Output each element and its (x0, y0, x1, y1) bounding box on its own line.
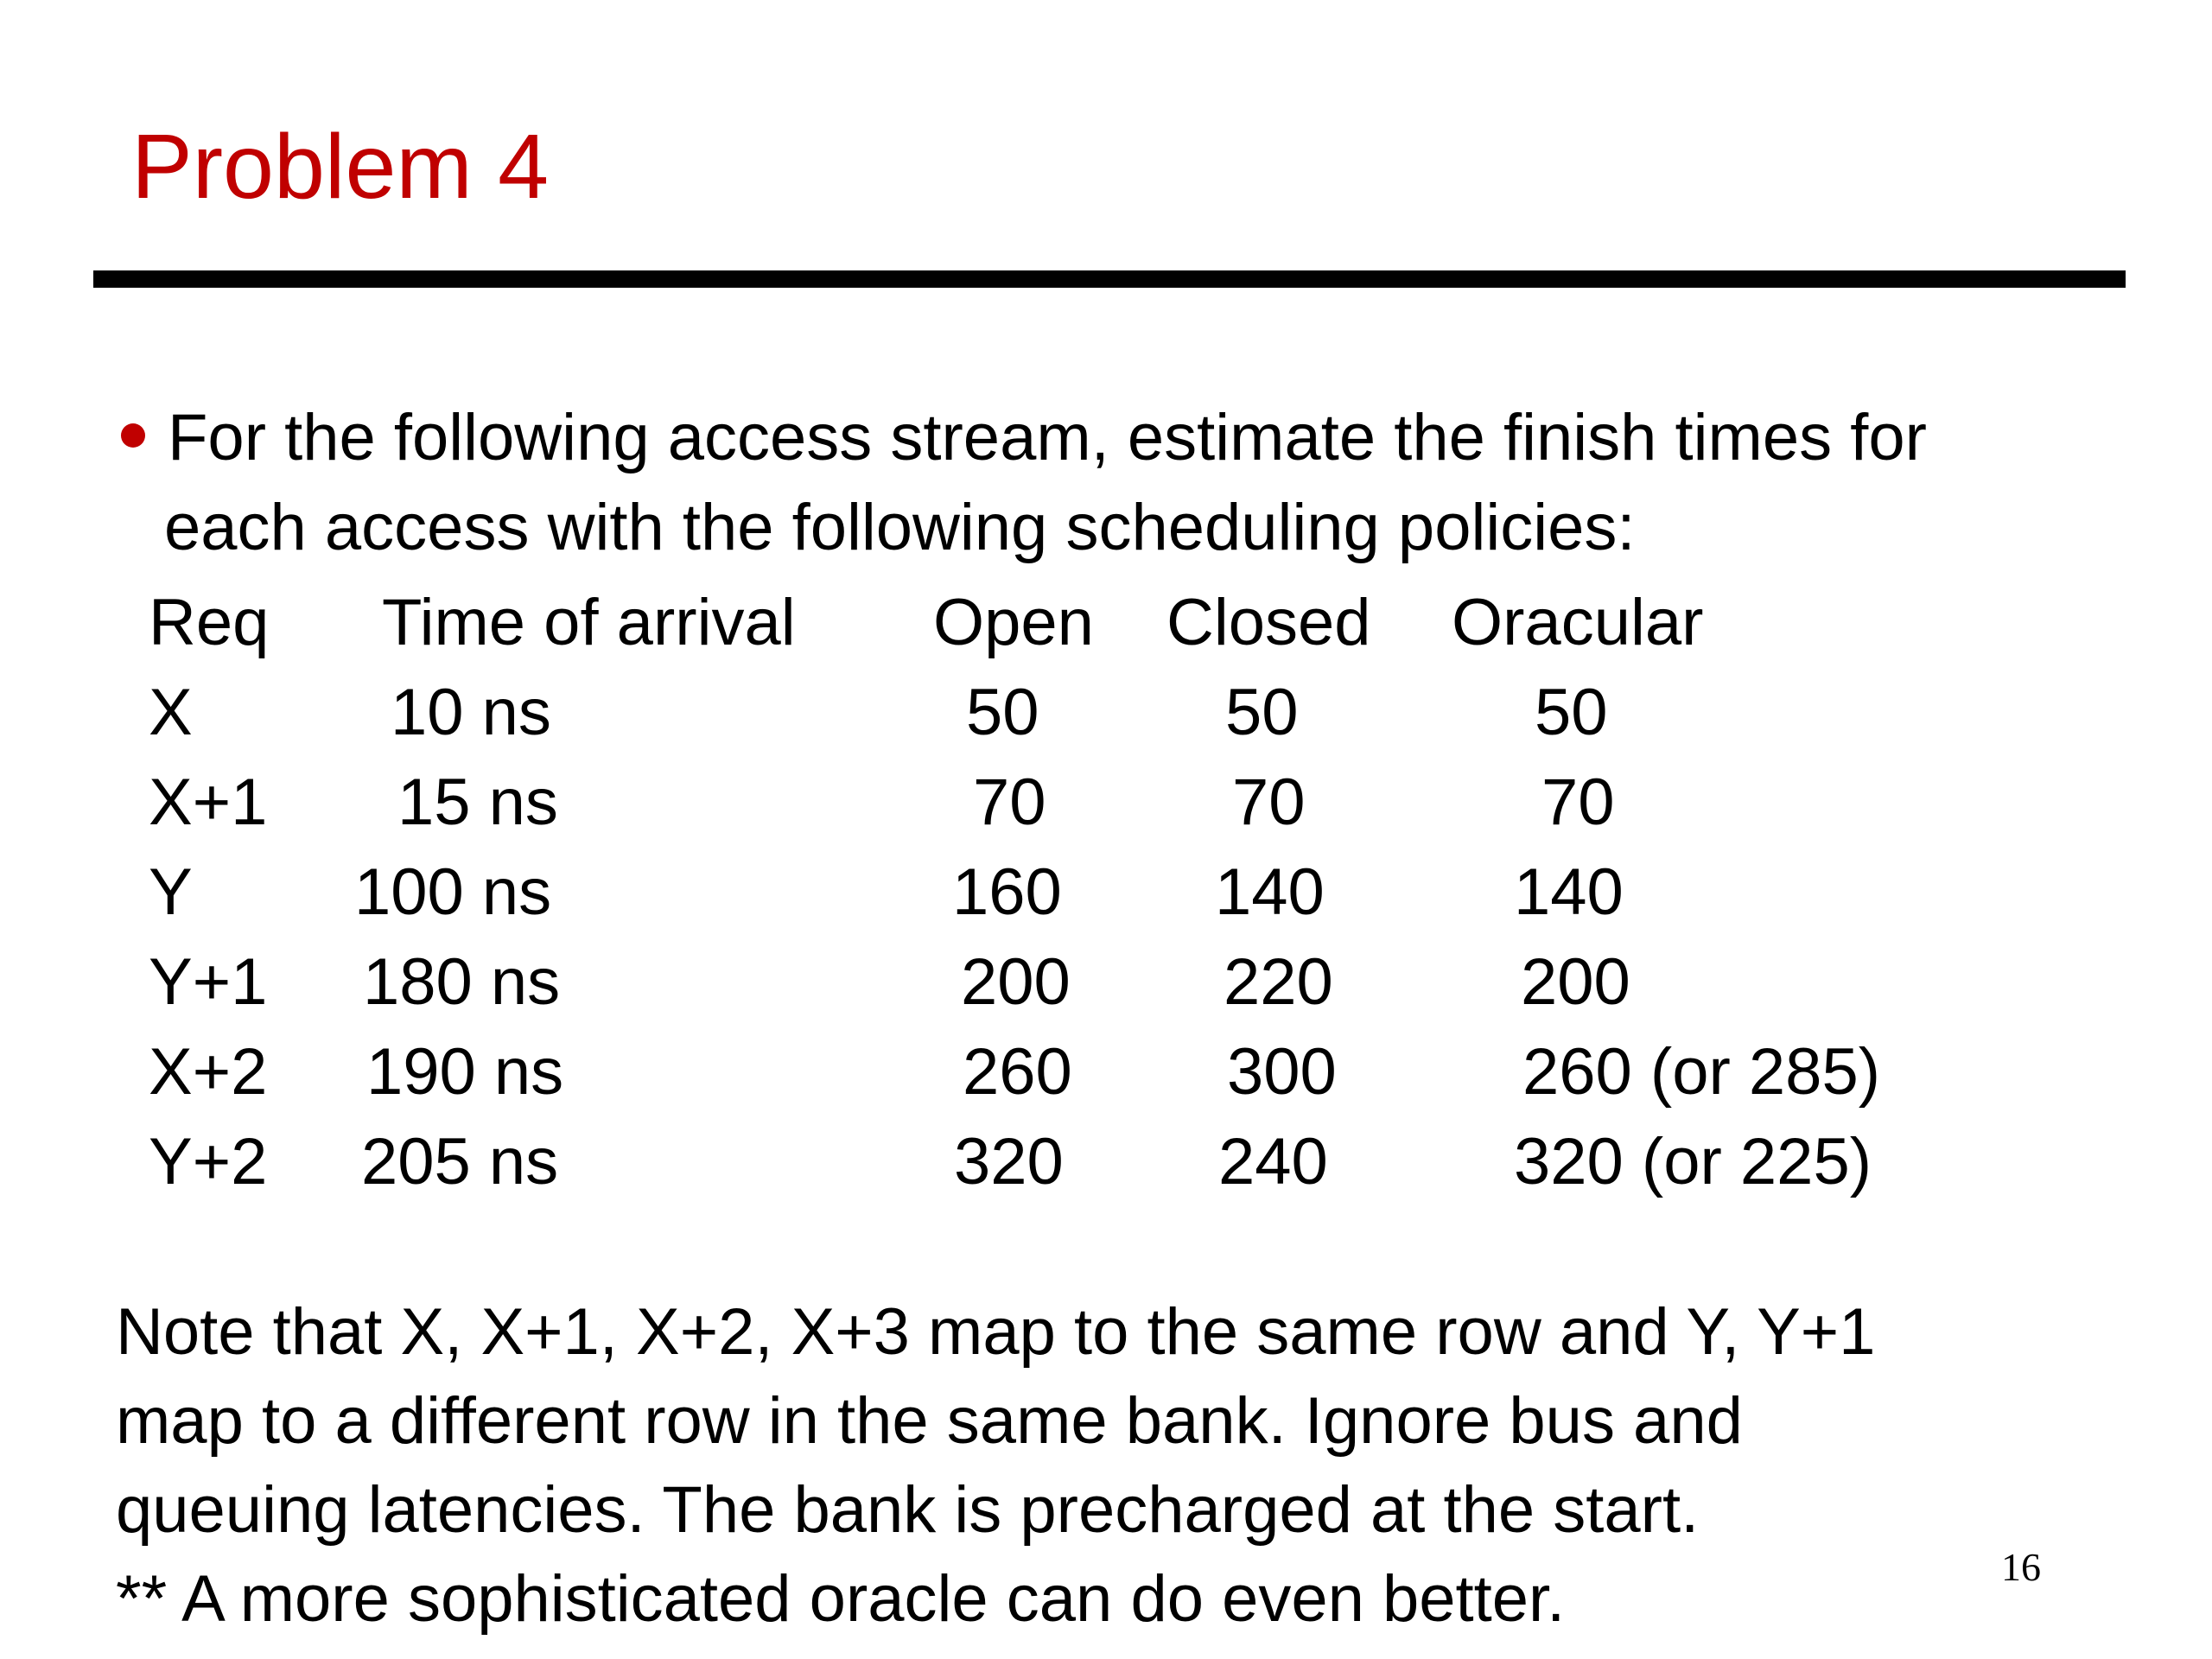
note-line-1: Note that X, X+1, X+2, X+3 map to the same row and Y, Y+1 (116, 1295, 1876, 1369)
table-cell-open: 160 (952, 855, 1062, 929)
table-cell-open: 70 (973, 766, 1046, 839)
table-cell-oracular: 140 (1514, 855, 1624, 929)
table-cell-arrival: 190 ns (366, 1035, 564, 1109)
table-cell-req: X+2 (149, 1035, 268, 1109)
table-cell-open: 260 (963, 1035, 1072, 1109)
table-cell-oracular: 70 (1541, 766, 1615, 839)
table-cell-req: X+1 (149, 766, 268, 839)
slide-title: Problem 4 (131, 116, 550, 218)
note-text (116, 1287, 1875, 1643)
table-cell-closed: 140 (1215, 855, 1325, 929)
table-cell-closed: 240 (1218, 1125, 1328, 1198)
bullet-line-1: For the following access stream, estimate the finish times for (168, 401, 1927, 474)
table-cell-open: 320 (954, 1125, 1064, 1198)
table-cell-closed: 50 (1225, 676, 1299, 749)
table-cell-req: Y+1 (149, 945, 268, 1019)
table-header-open: Open (933, 586, 1094, 659)
note-line-3: queuing latencies. The bank is precharged at the start. (116, 1473, 1700, 1547)
table-cell-req: Y (149, 855, 193, 929)
table-cell-closed: 70 (1232, 766, 1306, 839)
bullet-line-2: each access with the following scheduling policies: (164, 491, 1636, 564)
table-cell-arrival: 180 ns (363, 945, 561, 1019)
table-cell-arrival: 100 ns (354, 855, 552, 929)
note-line-2: map to a different row in the same bank. Ignore bus and (116, 1384, 1743, 1458)
table-header-arrival: Time of arrival (382, 586, 796, 659)
title-divider (93, 270, 2126, 288)
table-cell-oracular: 200 (1521, 945, 1630, 1019)
table-cell-oracular: 50 (1535, 676, 1608, 749)
table-cell-arrival: 15 ns (397, 766, 558, 839)
note-line-4: ** A more sophisticated oracle can do even better. (116, 1562, 1566, 1636)
table-cell-oracular: 260 (or 285) (1522, 1035, 1881, 1109)
table-cell-arrival: 10 ns (391, 676, 551, 749)
table-cell-oracular: 320 (or 225) (1514, 1125, 1872, 1198)
table-cell-open: 50 (966, 676, 1039, 749)
table-cell-req: Y+2 (149, 1125, 268, 1198)
table-cell-open: 200 (961, 945, 1071, 1019)
table-cell-closed: 220 (1224, 945, 1333, 1019)
table-cell-arrival: 205 ns (361, 1125, 559, 1198)
table-header-closed: Closed (1166, 586, 1371, 659)
bullet-text (164, 393, 1927, 573)
table-cell-closed: 300 (1227, 1035, 1337, 1109)
page-number: 16 (2001, 1545, 2041, 1589)
table-header-req: Req (149, 586, 270, 659)
bullet-icon (121, 423, 145, 448)
table-cell-req: X (149, 676, 193, 749)
table-header-oracular: Oracular (1452, 586, 1704, 659)
